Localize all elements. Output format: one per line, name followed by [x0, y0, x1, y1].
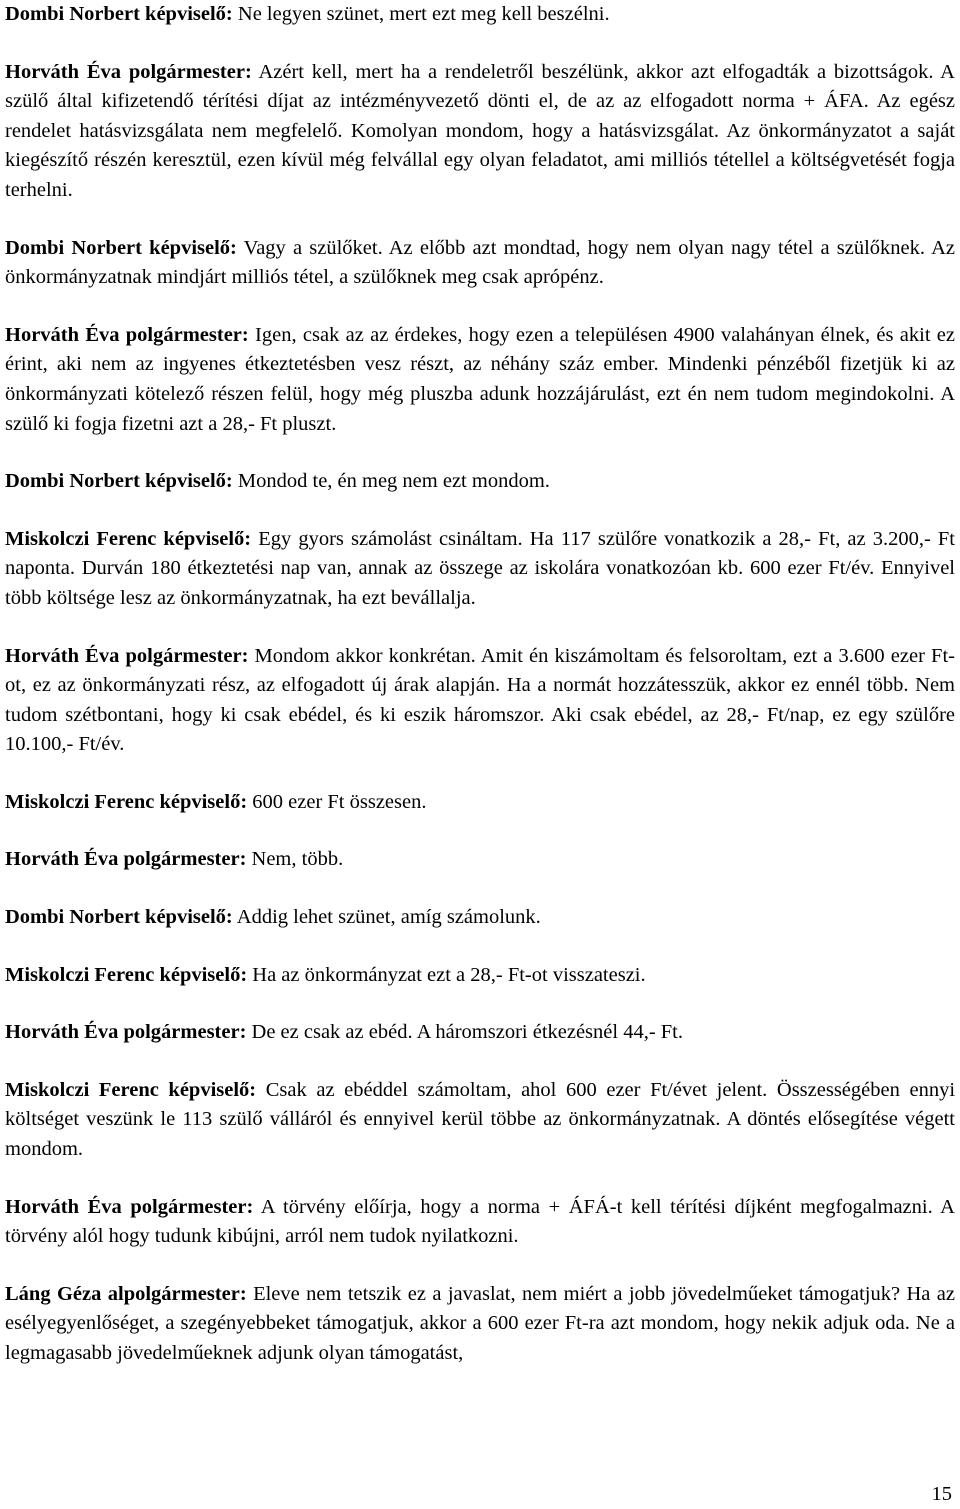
speech-text: Mondod te, én meg nem ezt mondom. — [232, 470, 550, 493]
transcript-paragraph — [5, 845, 955, 875]
speech-text: Ha az önkormányzat ezt a 28,- Ft-ot visszateszi. — [247, 963, 646, 986]
speaker-name: Horváth Éva polgármester: — [5, 1021, 247, 1044]
speaker-name: Dombi Norbert képviselő: — [5, 236, 237, 259]
speech-text: De ez csak az ebéd. A háromszori étkezésnél 44,- Ft. — [246, 1021, 684, 1044]
speaker-name: Horváth Éva polgármester: — [5, 848, 247, 871]
transcript-paragraph — [5, 1280, 955, 1369]
speech-text: Eleve nem tetszik ez a javaslat, nem miért a jobb jövedelműeket támogatjuk? Ha az esélyegyenlőséget, a szegényebbeket támogatjuk, akkor a 600 ezer Ft-ra azt mondom, hogy nekik adjuk oda. Ne a legmagasabb jövedelműeknek adjunk olyan támogatást, — [5, 1282, 955, 1364]
speech-text: Mondom akkor konkrétan. Amit én kiszámoltam és felsoroltam, ezt a 3.600 ezer Ft-ot, ez az önkormányzati rész, az elfogadott új árak alapján. Ha a normát hozzátesszük, akkor ez ennél több. Nem tudom szétbontani, hogy ki csak ebédel, és ki eszik háromszor. Aki csak ebédel, az 28,- Ft/nap, ez egy szülőre 10.100,- Ft/év. — [5, 644, 955, 756]
speaker-name: Miskolczi Ferenc képviselő: — [5, 963, 248, 986]
transcript-paragraph — [5, 321, 955, 439]
transcript-paragraph — [5, 1076, 955, 1165]
transcript-paragraph — [5, 961, 955, 991]
speaker-name: Dombi Norbert képviselő: — [5, 470, 233, 493]
speech-text: Vagy a szülőket. Az előbb azt mondtad, hogy nem olyan nagy tétel a szülőknek. Az önkormányzatnak mindjárt milliós tétel, a szülőknek meg csak aprópénz. — [5, 236, 955, 289]
speaker-name: Miskolczi Ferenc képviselő: — [5, 1078, 257, 1101]
transcript-paragraph — [5, 1018, 955, 1048]
speaker-name: Láng Géza alpolgármester: — [5, 1282, 247, 1305]
transcript-paragraph — [5, 788, 955, 818]
transcript-paragraph — [5, 234, 955, 293]
transcript-paragraph — [5, 0, 955, 30]
speaker-name: Dombi Norbert képviselő: — [5, 3, 233, 25]
transcript-paragraph — [5, 642, 955, 760]
speech-text: 600 ezer Ft összesen. — [247, 790, 427, 813]
speaker-name: Dombi Norbert képviselő: — [5, 906, 233, 929]
speech-text: Ne legyen szünet, mert ezt meg kell beszélni. — [232, 3, 610, 25]
page-number: 15 — [931, 1483, 952, 1505]
transcript-paragraph — [5, 525, 955, 614]
speaker-name: Horváth Éva polgármester: — [5, 644, 249, 667]
speech-text: Nem, több. — [246, 848, 344, 871]
speech-text: Igen, csak az az érdekes, hogy ezen a településen 4900 valahányan élnek, és akit ez érint, aki nem az ingyenes étkeztetésben vesz részt, az néhány száz ember. Mindenki pénzéből fizetjük ki az önkormányzati kötelező részen felül, hogy még pluszba adunk hozzájárulást, ezt én nem tudom megindokolni. A szülő ki fogja fizetni azt a 28,- Ft pluszt. — [5, 323, 956, 435]
transcript-paragraph — [5, 903, 955, 933]
speaker-name: Horváth Éva polgármester: — [5, 60, 252, 83]
speech-text: Azért kell, mert ha a rendeletről beszélünk, akkor azt elfogadták a bizottságok. A szülő által kifizetendő térítési díjat az intézményvezető dönti el, de az az elfogadott norma + ÁFA. Az egész rendelet hatásvizsgálata nem megfelelő. Komolyan mondom, hogy a hatásvizsgálat. Az önkormányzatot a saját kiegészítő részén keresztül, ezen kívül még felvállal egy olyan feladatot, ami milliós tétellel a költségvetését fogja terhelni. — [5, 60, 955, 201]
speech-text: Addig lehet szünet, amíg számolunk. — [232, 906, 541, 929]
speaker-name: Miskolczi Ferenc képviselő: — [5, 790, 248, 813]
transcript-paragraph — [5, 1193, 955, 1252]
speech-text: A törvény előírja, hogy a norma + ÁFÁ-t kell térítési díjként megfogalmazni. A törvény alól hogy tudunk kibújni, arról nem tudok nyilatkozni. — [5, 1195, 955, 1248]
transcript-paragraph — [5, 58, 955, 206]
speaker-name: Horváth Éva polgármester: — [5, 1195, 254, 1218]
speaker-name: Miskolczi Ferenc képviselő: — [5, 527, 252, 550]
transcript-page — [5, 0, 955, 1397]
transcript-paragraph — [5, 467, 955, 497]
speaker-name: Horváth Éva polgármester: — [5, 323, 249, 346]
speech-text: Csak az ebéddel számoltam, ahol 600 ezer Ft/évet jelent. Összességében ennyi költséget veszünk le 113 szülő válláról és ennyivel kerül többe az önkormányzatnak. A döntés elősegítése végett mondom. — [5, 1078, 956, 1161]
speech-text: Egy gyors számolást csináltam. Ha 117 szülőre vonatkozik a 28,- Ft, az 3.200,- Ft naponta. Durván 180 étkeztetési nap van, annak az összege az iskolára vonatkozóan kb. 600 ezer Ft/év. Ennyivel több költsége lesz az önkormányzatnak, ha ezt bevállalja. — [5, 527, 956, 609]
